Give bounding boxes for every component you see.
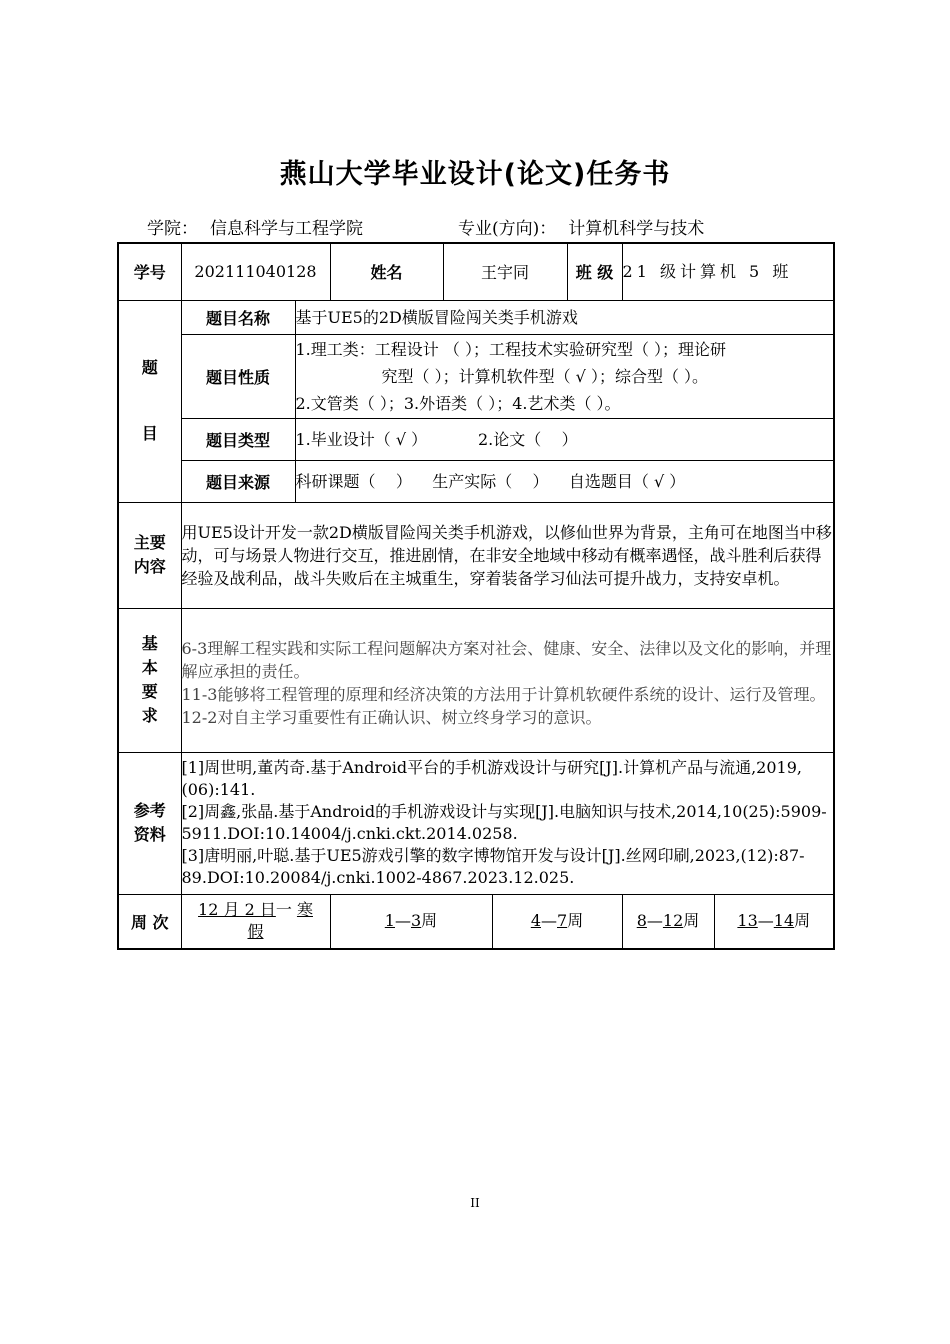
topic-nature-value <box>295 334 834 418</box>
main-content-text: 用UE5设计开发一款2D横版冒险闯关类手机游戏，以修仙世界为背景，主角可在地图当中移动，可与场景人物进行交互，推进剧情，在非安全地域中移动有概率遇怪，战斗胜利后获得经验及战利品，战斗失败后在主城重生，穿着装备学习仙法可提升战力，支持安卓机。 <box>181 502 834 608</box>
topic-source-label: 题目来源 <box>181 460 295 502</box>
topic-name-value: 基于UE5的2D横版冒险闯关类手机游戏 <box>295 300 834 334</box>
week2-start: 1 <box>384 911 395 931</box>
week2-unit: 周 <box>421 911 438 931</box>
major-value: 计算机科学与技术 <box>568 219 705 239</box>
week5-unit: 周 <box>794 911 811 931</box>
requirements-label-char: 要 <box>141 682 158 701</box>
class-label: 班 级 <box>567 243 622 300</box>
week5-dash: — <box>757 911 774 931</box>
week5-start: 13 <box>737 911 758 931</box>
major-label: 专业(方向)： <box>458 219 557 239</box>
requirements-label-char: 求 <box>141 706 158 725</box>
schedule-label: 周 次 <box>118 894 181 949</box>
requirements-label-char: 基 <box>141 634 158 653</box>
student-info-row <box>118 243 834 300</box>
requirements-label <box>118 608 181 752</box>
week3-start: 4 <box>530 911 541 931</box>
class-value: 21 级计算机 5 班 <box>622 243 834 300</box>
references-label-line1: 参考 <box>133 801 166 820</box>
requirement-item: 12-2对自主学习重要性有正确认识、树立终身学习的意识。 <box>181 708 602 727</box>
schedule-week-1 <box>181 894 330 949</box>
nature-line-2: 究型（ ）；计算机软件型（ √ ）；综合型（ ）。 <box>381 366 709 386</box>
week2-dash: — <box>394 911 411 931</box>
week3-dash: — <box>541 911 557 931</box>
topic-source-row <box>118 460 834 502</box>
schedule-week-4 <box>622 894 714 949</box>
schedule-week-2 <box>330 894 492 949</box>
topic-group-label <box>118 300 181 502</box>
topic-type-value: 1.毕业设计（ √ ） 2.论文（ ） <box>295 418 834 460</box>
week4-end: 12 <box>662 911 684 931</box>
page-title: 燕山大学毕业设计(论文)任务书 <box>279 159 671 190</box>
week1-term-b: 假 <box>247 922 264 942</box>
references-list <box>181 752 834 894</box>
reference-item: [1]周世明,董芮奇.基于Android平台的手机游戏设计与研究[J].计算机产品与流通,2019,(06):141. <box>181 758 802 799</box>
references-row <box>118 752 834 894</box>
requirement-item: 11-3能够将工程管理的原理和经济决策的方法用于计算机软硬件系统的设计、运行及管理。 <box>181 685 826 704</box>
week4-start: 8 <box>636 911 647 931</box>
major-info <box>458 214 704 239</box>
schedule-row <box>118 894 834 949</box>
main-content-label-line1: 主要 <box>133 533 166 552</box>
student-id-value: 202111040128 <box>181 243 330 300</box>
references-label-line2: 资料 <box>133 825 166 844</box>
nature-line-1: 1.理工类：工程设计 （ ）；工程技术实验研究型（ ）；理论研 <box>295 339 727 359</box>
topic-source-value: 科研课题（ ） 生产实际（ ） 自选题目（ √ ） <box>295 460 834 502</box>
name-label: 姓名 <box>330 243 443 300</box>
college-info <box>147 214 363 239</box>
college-label: 学院： <box>147 219 198 239</box>
topic-nature-label: 题目性质 <box>181 334 295 418</box>
week4-unit: 周 <box>683 911 700 931</box>
nature-line-3: 2.文管类（ ）；3.外语类（ ）；4.艺术类（ ）。 <box>295 393 621 413</box>
task-table <box>117 242 835 950</box>
week4-dash: — <box>646 911 663 931</box>
requirement-item: 6-3理解工程实践和实际工程问题解决方案对社会、健康、安全、法律以及文化的影响，并理解应承担的责任。 <box>181 639 832 681</box>
main-content-row <box>118 502 834 608</box>
references-label <box>118 752 181 894</box>
main-content-label <box>118 502 181 608</box>
student-id-label: 学号 <box>118 243 181 300</box>
schedule-week-3 <box>492 894 622 949</box>
week1-term-a: 寒 <box>296 900 313 920</box>
name-value: 王宇同 <box>443 243 567 300</box>
week2-end: 3 <box>410 911 422 931</box>
requirements-list <box>181 608 834 752</box>
main-content-label-line2: 内容 <box>133 557 166 576</box>
requirements-row <box>118 608 834 752</box>
topic-nature-row <box>118 334 834 418</box>
topic-group-label-top: 题 <box>141 358 158 377</box>
college-value: 信息科学与工程学院 <box>210 219 363 239</box>
week1-dash: 一 <box>275 900 292 920</box>
reference-item: [2]周鑫,张晶.基于Android的手机游戏设计与实现[J].电脑知识与技术,2014,10(25):5909-5911.DOI:10.14004/j.cnki.ckt.2014.0258. <box>181 802 827 843</box>
topic-type-label: 题目类型 <box>181 418 295 460</box>
week3-end: 7 <box>557 911 568 931</box>
topic-group-label-bottom: 目 <box>141 424 158 443</box>
schedule-week-5 <box>714 894 834 949</box>
week3-unit: 周 <box>567 911 584 931</box>
topic-name-label: 题目名称 <box>181 300 295 334</box>
topic-name-row <box>118 300 834 334</box>
week5-end: 14 <box>773 911 795 931</box>
reference-item: [3]唐明丽,叶聪.基于UE5游戏引擎的数字博物馆开发与设计[J].丝网印刷,2023,(12):87-89.DOI:10.20084/j.cnki.1002-4867.2023.12.025. <box>181 846 805 887</box>
page-number: II <box>470 1196 480 1210</box>
requirements-label-char: 本 <box>141 658 158 677</box>
topic-type-row <box>118 418 834 460</box>
week1-date: 12 月 2 日 <box>198 900 276 920</box>
